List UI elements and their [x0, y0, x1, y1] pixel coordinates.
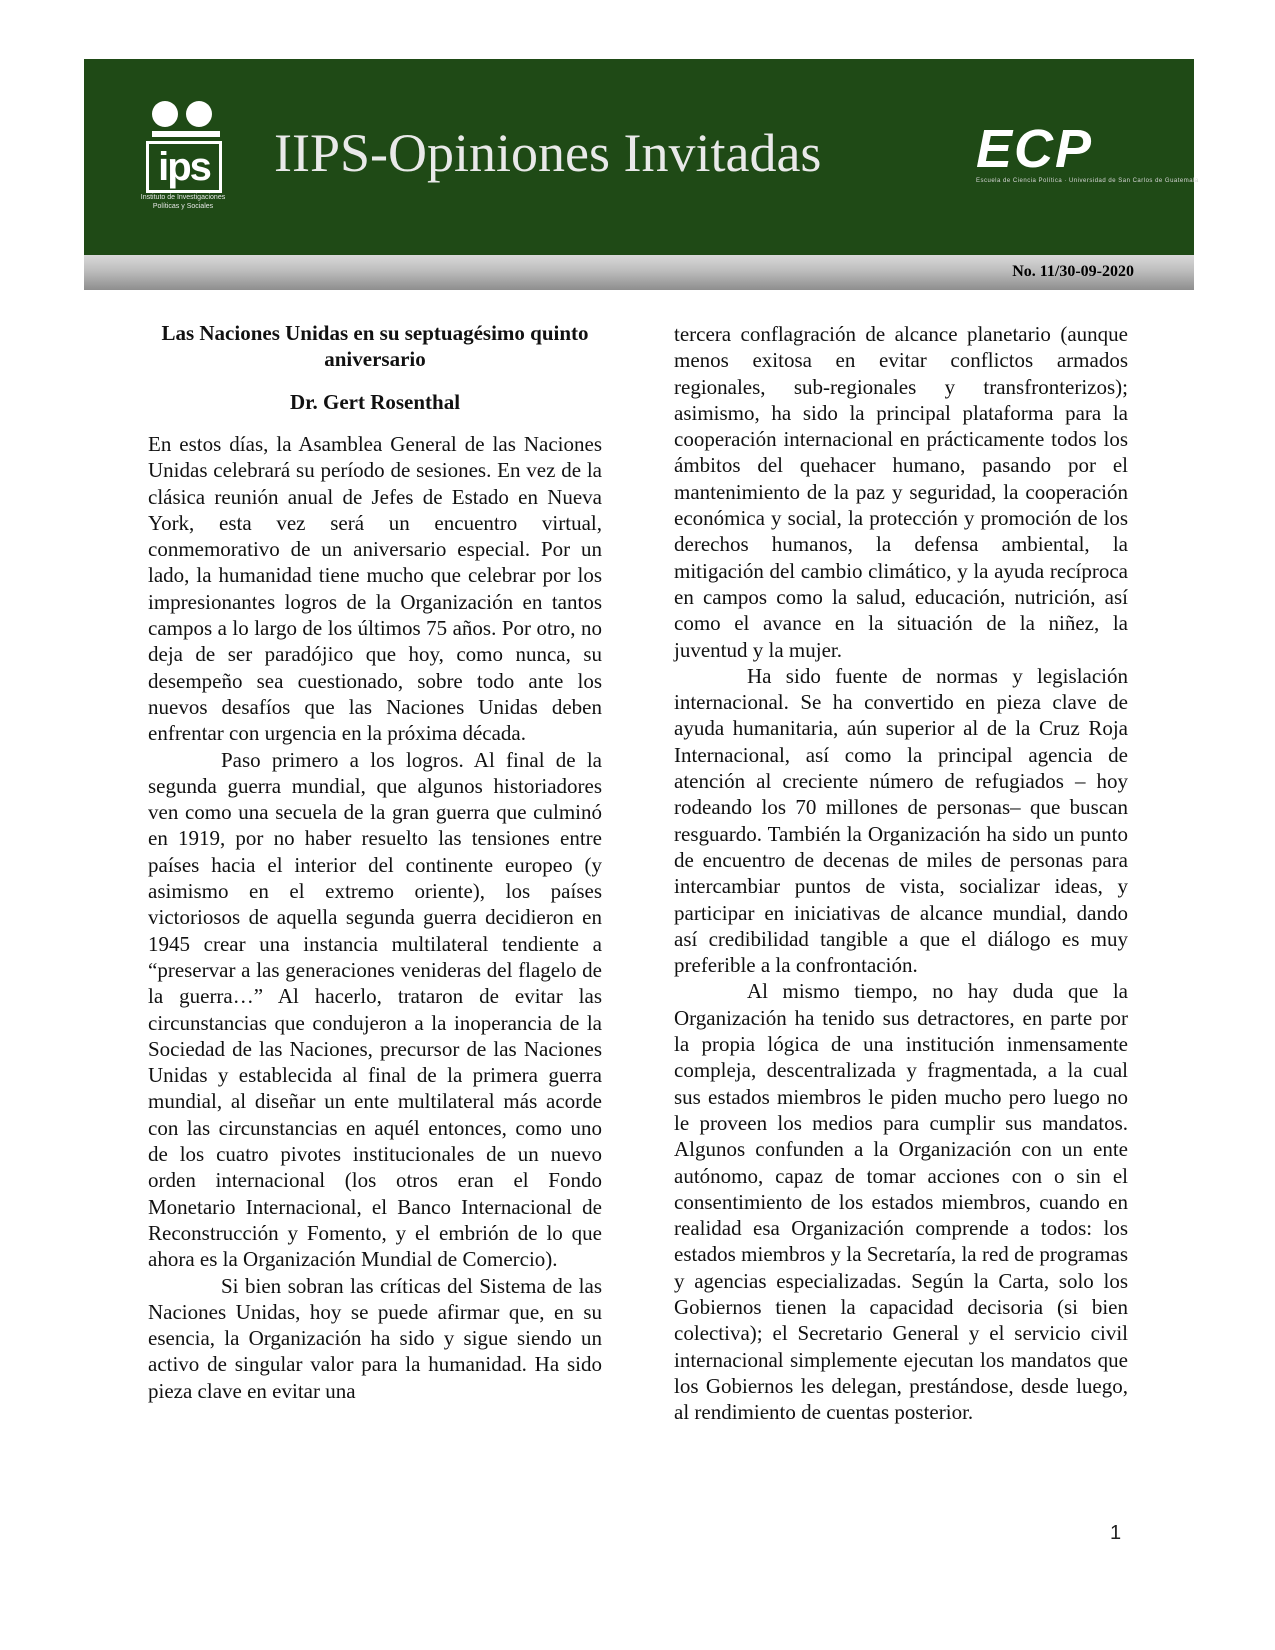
- issue-strip: [84, 255, 1194, 290]
- issue-number: No. 11/30-09-2020: [1012, 263, 1134, 280]
- logo-letters: ips: [146, 141, 222, 193]
- ecp-logo-caption: Escuela de Ciencia Política · Universidad de San Carlos de Guatemala: [976, 178, 1199, 184]
- header-banner: [84, 59, 1199, 255]
- ecp-logo-mark: ECP: [976, 119, 1094, 179]
- logo-caption: Instituto de Investigaciones Políticas y Sociales: [140, 194, 226, 210]
- publication-title: IIPS-Opiniones Invitadas: [274, 123, 822, 183]
- page-number: 1: [1110, 1522, 1122, 1544]
- left-column: [148, 320, 602, 1404]
- paragraph: Ha sido fuente de normas y legislación internacional. Se ha convertido en pieza clave de ayuda humanitaria, aún superior al de la Cruz Roja Internacional, así como la principal agencia de atención al creciente número de refugiados – hoy rodeando los 70 millones de personas– que buscan resguardo. También la Organización ha sido un punto de encuentro de decenas de miles de personas para intercambiar puntos de vista, socializar ideas, y participar en iniciativas de alcance mundial, dando así credibilidad tangible a que el diálogo es muy preferible a la confrontación.: [674, 663, 1128, 978]
- iips-logo: [138, 101, 228, 221]
- logo-dot: [152, 101, 178, 127]
- paragraph: Al mismo tiempo, no hay duda que la Organización ha tenido sus detractores, en parte por la propia lógica de una institución inmensamente compleja, descentralizada y fragmentada, a la cual sus estados miembros le piden mucho pero luego no le proveen los medios para cumplir sus mandatos. Algunos confunden a la Organización con un ente autónomo, capaz de tomar acciones con o sin el consentimiento de los estados miembros, cuando en realidad esa Organización comprende a todos: los estados miembros y la Secretaría, la red de programas y agencias especializadas. Según la Carta, solo los Gobiernos tienen la capacidad decisoria (si bien colectiva); el Secretario General y el servicio civil internacional simplemente ejecutan los mandatos que los Gobiernos les delegan, prestándose, desde luego, al rendimiento de cuentas posterior.: [674, 979, 1128, 1425]
- paragraph: Si bien sobran las críticas del Sistema de las Naciones Unidas, hoy se puede afirmar que, en su esencia, la Organización ha sido y sigue siendo un activo de singular valor para la humanidad. Ha sido pieza clave en evitar una: [148, 1273, 602, 1403]
- ecp-logo: [976, 119, 1199, 185]
- article-author: Dr. Gert Rosenthal: [289, 390, 461, 414]
- paragraph: Paso primero a los logros. Al final de la segunda guerra mundial, que algunos historiadores ven como una secuela de la gran guerra que culminó en 1919, por no haber resuelto las tensiones entre países hacia el interior del continente europeo (y asimismo en el extremo oriente), los países victoriosos de aquella segunda guerra decidieron en 1945 crear una instancia multilateral tendiente a “preservar a las generaciones venideras del flagelo de la guerra…” Al hacerlo, trataron de evitar las circunstancias que condujeron a la inoperancia de la Sociedad de las Naciones, precursor de las Naciones Unidas y establecida al final de la primera guerra mundial, al diseñar un ente multilateral más acorde con las circunstancias en aquél entonces, como uno de los cuatro pivotes institucionales de un nuevo orden internacional (los otros eran el Fondo Monetario Internacional, el Banco Internacional de Reconstrucción y Fomento, y el embrión de lo que ahora es la Organización Mundial de Comercio).: [148, 747, 602, 1272]
- right-column: [674, 321, 1128, 1425]
- logo-dot: [186, 101, 212, 127]
- paragraph: En estos días, la Asamblea General de las Naciones Unidas celebrará su período de sesiones. En vez de la clásica reunión anual de Jefes de Estado en Nueva York, esta vez será un encuentro virtual, conmemorativo de un aniversario especial. Por un lado, la humanidad tiene mucho que celebrar por los impresionantes logros de la Organización en tantos campos a lo largo de los últimos 75 años. Por otro, no deja de ser paradójico que hoy, como nunca, su desempeño sea cuestionado, sobre todo ante los nuevos desafíos que las Naciones Unidas deben enfrentar con urgencia en la próxima década.: [148, 432, 602, 746]
- paragraph: tercera conflagración de alcance planetario (aunque menos exitosa en evitar conflictos armados regionales, sub-regionales y transfronterizos); asimismo, ha sido la principal plataforma para la cooperación internacional en prácticamente todos los ámbitos del quehacer humano, pasando por el mantenimiento de la paz y seguridad, la cooperación económica y social, la protección y promoción de los derechos humanos, la defensa ambiental, la mitigación del cambio climático, y la ayuda recíproca en campos como la salud, educación, nutrición, así como el avance en la situación de la niñez, la juventud y la mujer.: [674, 322, 1128, 662]
- article-title: Las Naciones Unidas en su septuagésimo quinto aniversario: [161, 321, 589, 371]
- logo-bar: [152, 131, 220, 137]
